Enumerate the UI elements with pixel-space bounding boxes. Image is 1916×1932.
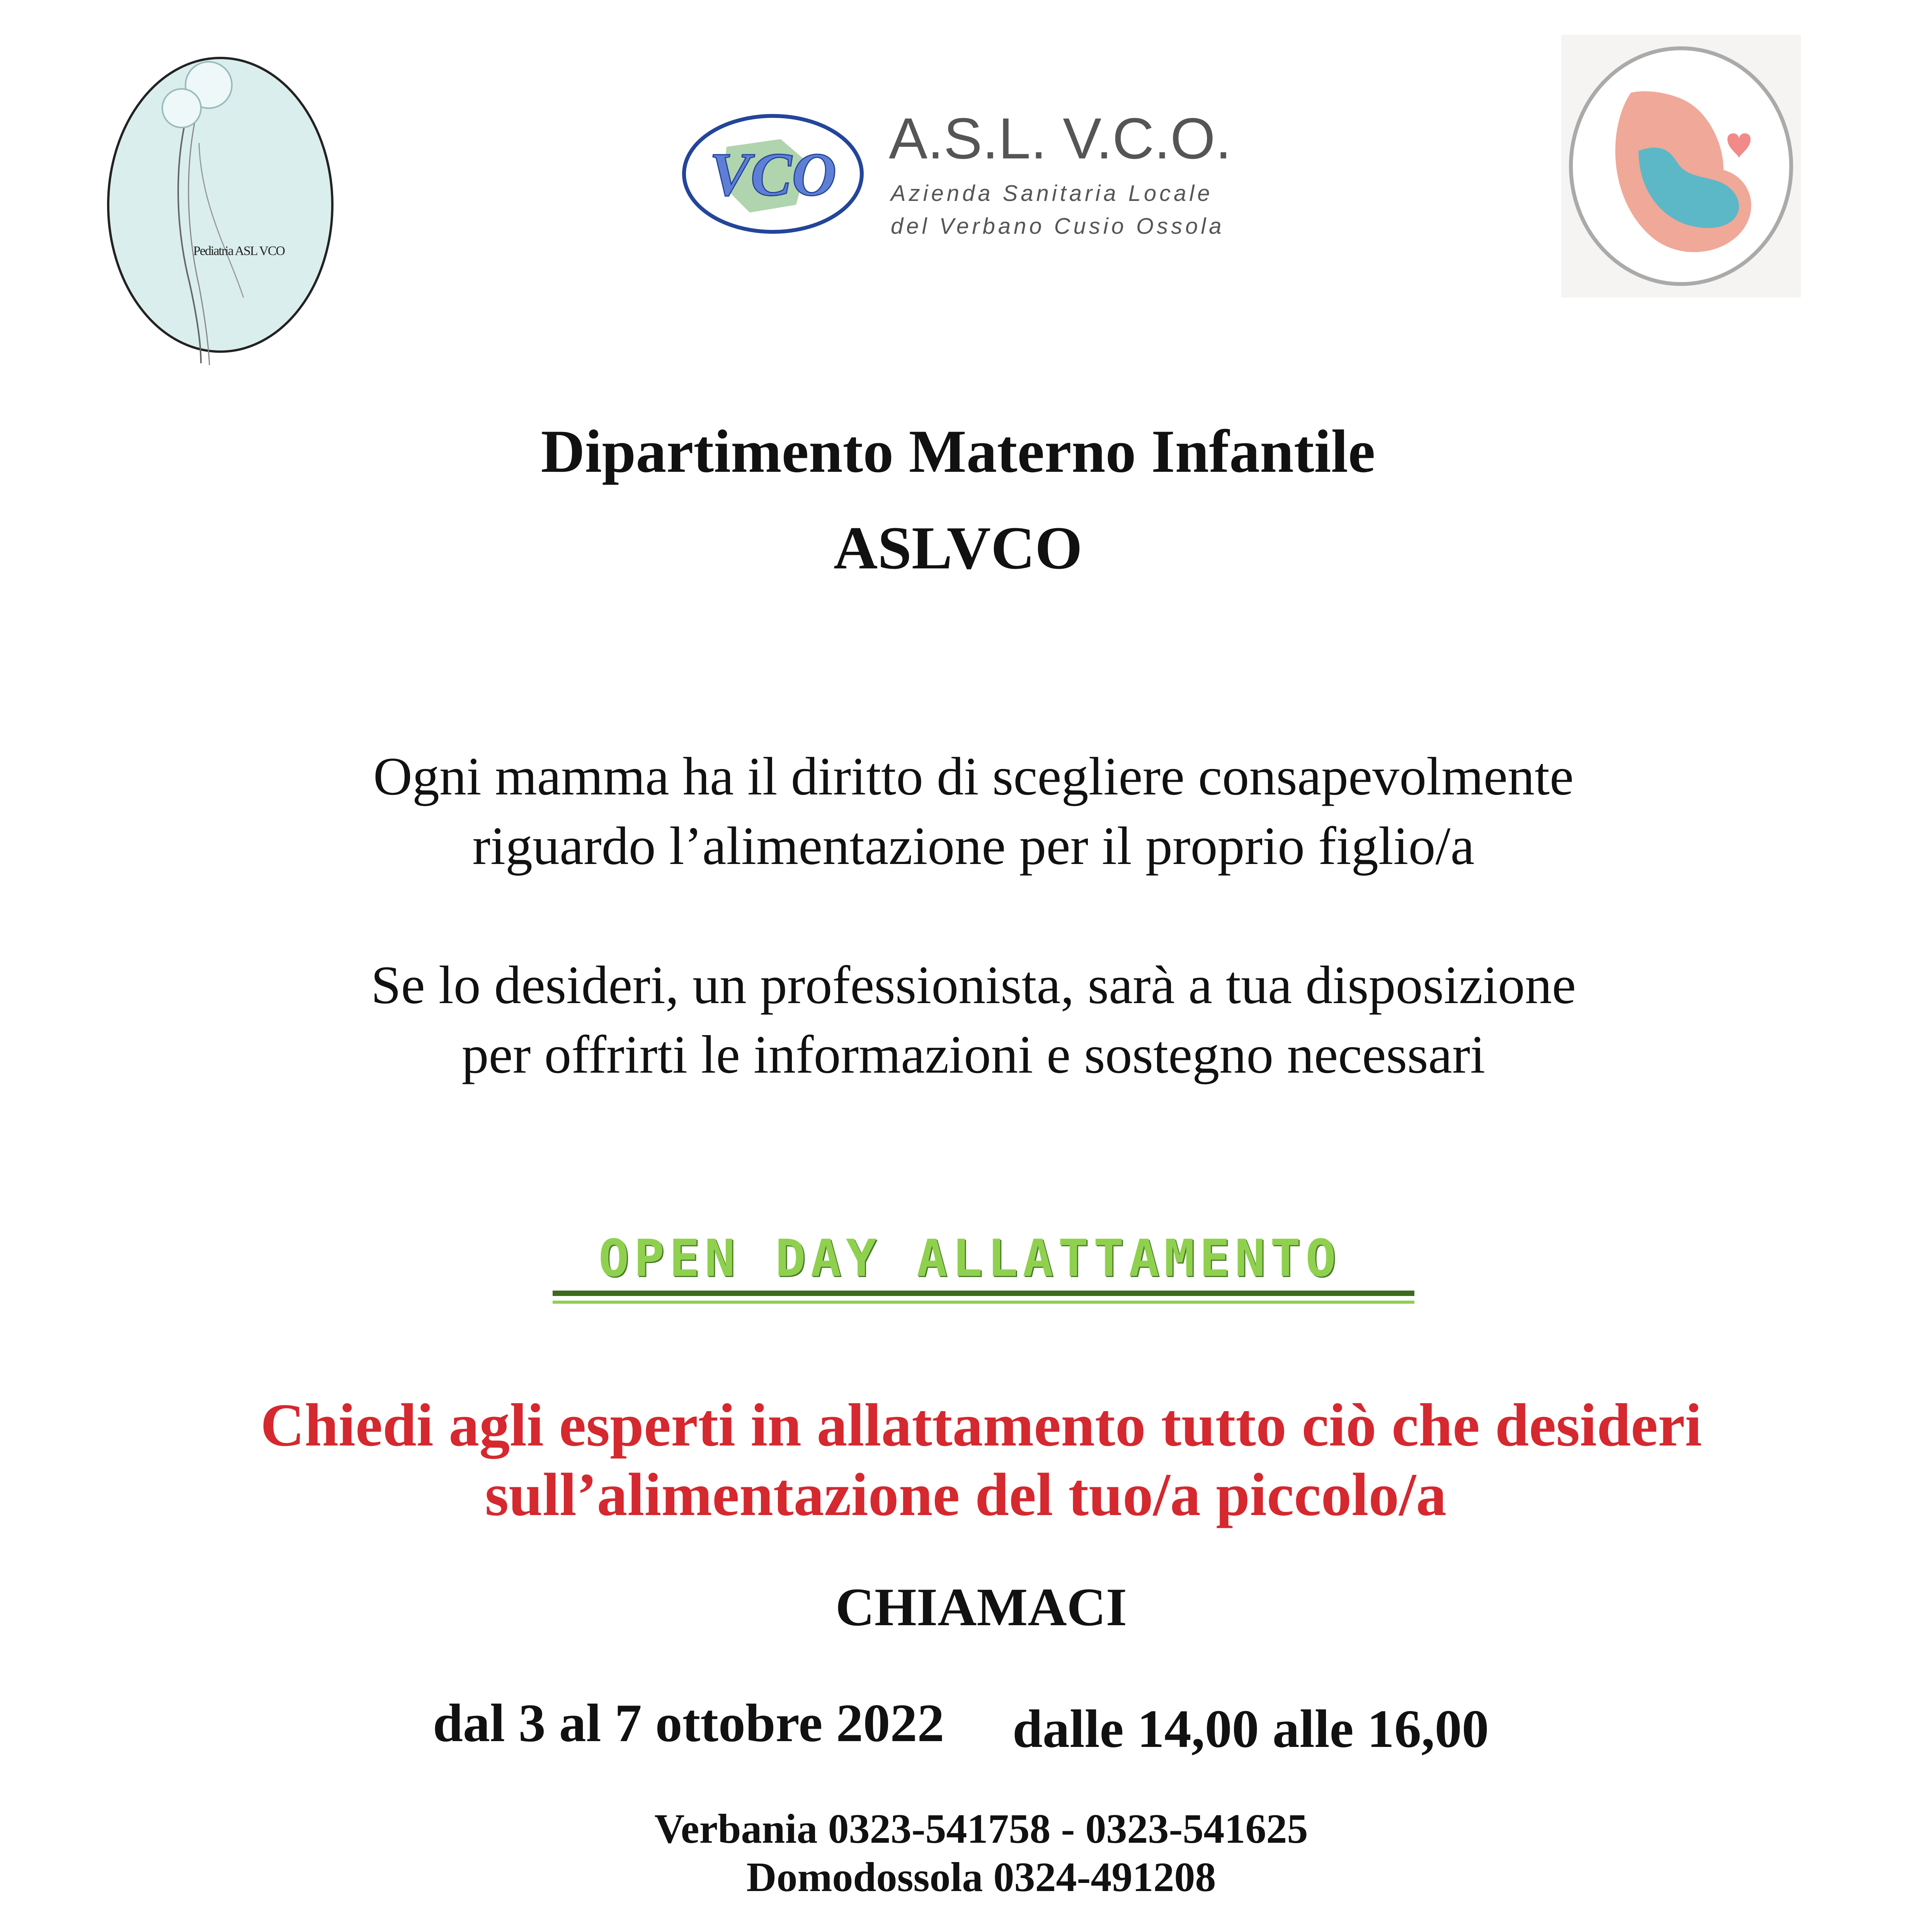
call-label: CHIAMACI [835, 1577, 1127, 1637]
mother-baby-logo [1561, 35, 1801, 298]
department-acronym: ASLVCO [834, 514, 1082, 582]
call-hours: dalle 14,00 alle 16,00 [1012, 1699, 1489, 1759]
intro-p1-line2: riguardo l’alimentazione per il proprio figlio/a [472, 816, 1475, 876]
asl-logo-name: A.S.L. V.C.O. [889, 106, 1232, 171]
open-day-underline-accent [553, 1301, 1414, 1304]
ask-line2: sull’alimentazione del tuo/a piccolo/a [485, 1461, 1447, 1529]
asl-logo-line1: Azienda Sanitaria Locale [891, 181, 1213, 206]
department-title: Dipartimento Materno Infantile [541, 418, 1375, 485]
call-dates: dal 3 al 7 ottobre 2022 [433, 1693, 944, 1753]
phone-verbania: Verbania 0323-541758 - 0323-541625 [654, 1806, 1308, 1852]
open-day-heading: OPEN DAY ALLATTAMENTO [598, 1229, 1341, 1288]
open-day-underline [553, 1291, 1414, 1296]
intro-p2-line2: per offrirti le informazioni e sostegno necessari [461, 1025, 1485, 1085]
ask-line1: Chiedi agli esperti in allattamento tutto ciò che desideri [260, 1391, 1702, 1459]
pediatria-logo [104, 50, 336, 367]
phone-domodossola: Domodossola 0324-491208 [746, 1854, 1216, 1900]
asl-logo-line2: del Verbano Cusio Ossola [891, 214, 1225, 239]
intro-p2-line1: Se lo desideri, un professionista, sarà a tua disposizione [371, 955, 1576, 1015]
pediatria-logo-text: Pediatria ASL VCO [193, 244, 285, 258]
intro-p1-line1: Ogni mamma ha il diritto di scegliere consapevolmente [373, 747, 1574, 806]
asl-logo-badge: VCO [709, 140, 837, 209]
asl-vco-logo [680, 85, 1260, 247]
